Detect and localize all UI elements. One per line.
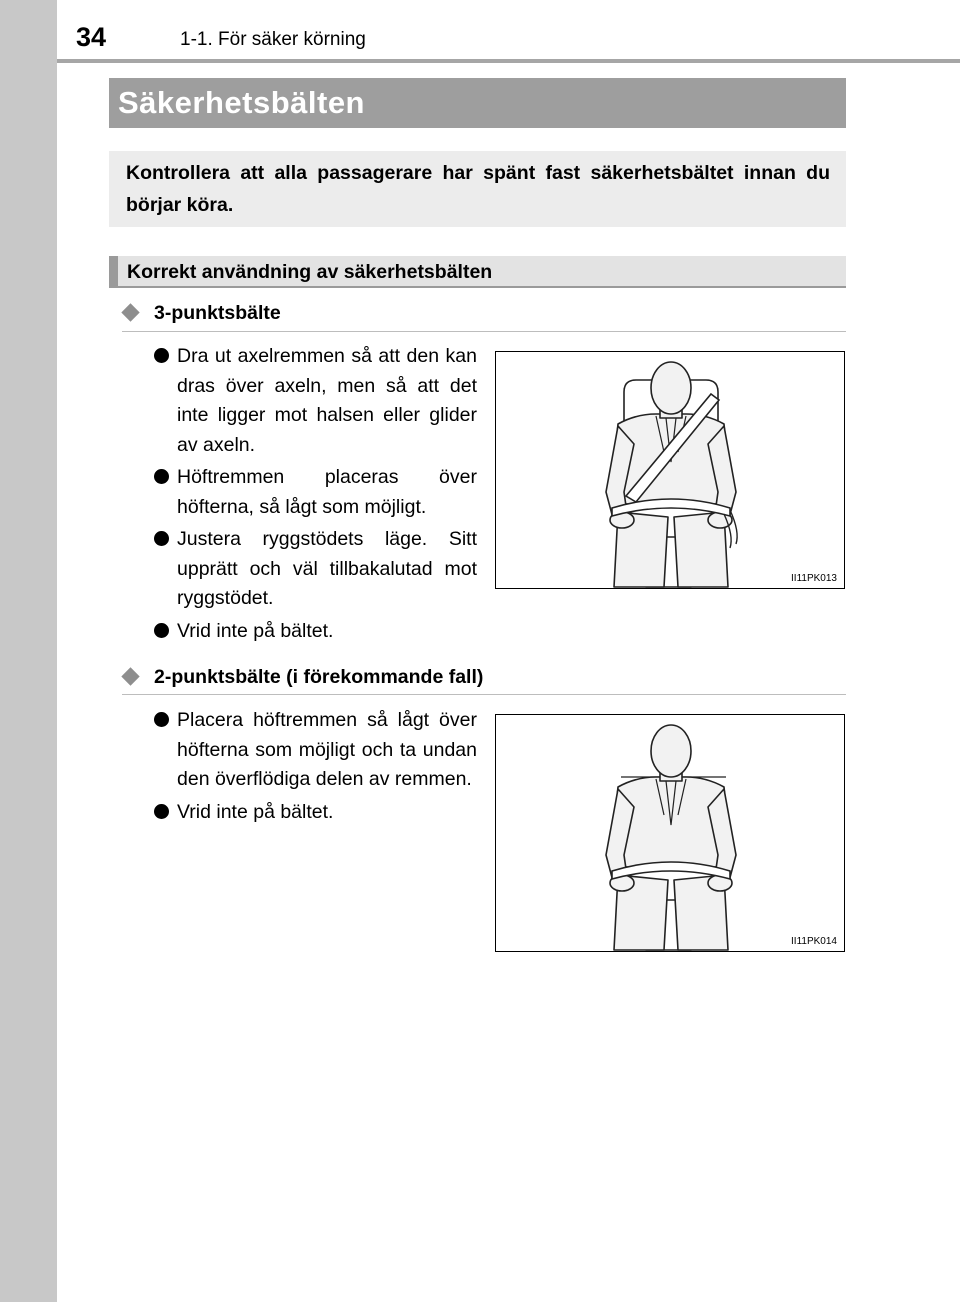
- bullet-icon: [154, 623, 169, 638]
- bullet-icon: [154, 804, 169, 819]
- seated-person-2-point-belt-illustration: [496, 715, 844, 951]
- title-banner: [109, 78, 846, 128]
- page-number: 34: [76, 22, 107, 52]
- list-item: Dra ut axelremmen så att den kan dras över axeln, men så att det inte ligger mot halsen eller glider av axeln.: [152, 342, 477, 460]
- page-title: Säkerhetsbälten: [118, 85, 365, 120]
- bullet-list-2-point: [152, 706, 477, 830]
- list-item: Höftremmen placeras över höfterna, så lågt som möjligt.: [152, 463, 477, 522]
- diamond-icon: [121, 303, 139, 321]
- figure-3-point-belt: [495, 351, 845, 589]
- bullet-icon: [154, 712, 169, 727]
- bullet-icon: [154, 348, 169, 363]
- seated-person-3-point-belt-illustration: [496, 352, 844, 588]
- list-item: Vrid inte på bältet.: [152, 617, 477, 647]
- section-divider: [122, 331, 846, 332]
- figure-2-point-belt: [495, 714, 845, 952]
- intro-box: [109, 151, 846, 227]
- section-heading-text: 3-punktsbälte: [154, 302, 281, 324]
- section-reference: 1-1. För säker körning: [180, 29, 366, 50]
- list-item: Justera ryggstödets läge. Sitt upprätt och väl tillbakalutad mot ryggstödet.: [152, 525, 477, 614]
- bullet-list-3-point: [152, 342, 477, 649]
- figure-code: II11PK014: [791, 936, 837, 947]
- diamond-icon: [121, 667, 139, 685]
- intro-text: Kontrollera att alla passagerare har spänt fast säkerhetsbältet innan du börjar köra.: [126, 162, 830, 216]
- section-divider: [122, 694, 846, 695]
- figure-code: II11PK013: [791, 573, 837, 584]
- bullet-icon: [154, 469, 169, 484]
- subheading-bar: [109, 256, 846, 288]
- subheading-text: Korrekt användning av säkerhetsbälten: [127, 261, 493, 283]
- page-sidebar-tab: [0, 0, 57, 1302]
- section-heading-text: 2-punktsbälte (i förekommande fall): [154, 666, 484, 688]
- list-item: Vrid inte på bältet.: [152, 798, 477, 828]
- list-item: Placera höftremmen så lågt över höfterna som möjligt och ta undan den överflödiga delen av remmen.: [152, 706, 477, 795]
- header-divider: [57, 59, 960, 63]
- bullet-icon: [154, 531, 169, 546]
